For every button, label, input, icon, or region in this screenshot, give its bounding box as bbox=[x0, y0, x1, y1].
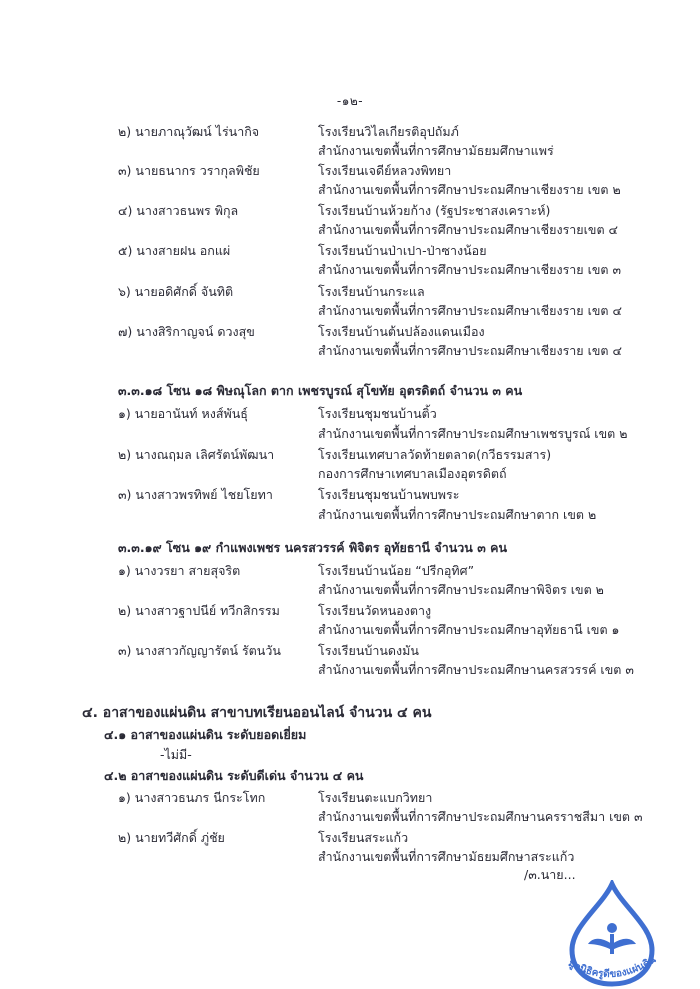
continuation-text: /๓.นาย... bbox=[524, 867, 576, 882]
section-4-1-heading: ๔.๑ อาสาของแผ่นดิน ระดับยอดเยี่ยม bbox=[104, 727, 307, 742]
person-name: ๔) นางสาวธนพร พิกุล bbox=[118, 203, 239, 218]
school-name: โรงเรียนวัดหนองตางู bbox=[318, 603, 432, 618]
school-name: โรงเรียนบ้านห้วยก้าง (รัฐประชาสงเคราะห์) bbox=[318, 203, 551, 218]
page-number: -๑๒- bbox=[336, 94, 364, 108]
school-name: โรงเรียนชุมชนบ้านติ้ว bbox=[318, 406, 437, 421]
school-name: โรงเรียนบ้านน้อย “ปรีกอุทิศ” bbox=[318, 563, 475, 578]
school-name: โรงเรียนบ้านดงมัน bbox=[318, 643, 419, 658]
school-name: โรงเรียนบ้านกระแล bbox=[318, 284, 425, 299]
office-name: สำนักงานเขตพื้นที่การศึกษาประถมศึกษานครราชสีมา เขต ๓ bbox=[318, 809, 643, 824]
zone-19-heading: ๓.๓.๑๙ โซน ๑๙ กำแพงเพชร นครสวรรค์ พิจิตร อุทัยธานี จำนวน ๓ คน bbox=[118, 540, 507, 555]
school-name: โรงเรียนสระแก้ว bbox=[318, 830, 409, 845]
school-name: โรงเรียนตะแบกวิทยา bbox=[318, 790, 433, 805]
person-name: ๑) นางสาวธนภร นีกระโทก bbox=[118, 790, 266, 805]
school-name: โรงเรียนวิไลเกียรติอุปถัมภ์ bbox=[318, 124, 459, 139]
person-name: ๓) นายธนากร วรากุลพิชัย bbox=[118, 163, 260, 178]
office-name: สำนักงานเขตพื้นที่การศึกษามัธยมศึกษาแพร่ bbox=[318, 143, 554, 158]
person-name: ๗) นางสิริกาญจน์ ดวงสุข bbox=[118, 324, 255, 339]
office-name: สำนักงานเขตพื้นที่การศึกษามัธยมศึกษาสระแก้ว bbox=[318, 849, 575, 864]
office-name: กองการศึกษาเทศบาลเมืองอุตรดิตถ์ bbox=[318, 466, 507, 481]
person-name: ๓) นางสาวพรทิพย์ ไชยโยทา bbox=[118, 487, 273, 502]
person-name: ๒) นางณฤมล เลิศรัตน์พัฒนา bbox=[118, 447, 275, 462]
school-name: โรงเรียนบ้านป่าเปา-ป่าซางน้อย bbox=[318, 243, 487, 258]
office-name: สำนักงานเขตพื้นที่การศึกษาประถมศึกษาตาก เขต ๒ bbox=[318, 507, 597, 522]
school-name: โรงเรียนเทศบาลวัดท้ายตลาด(กวีธรรมสาร) bbox=[318, 447, 552, 462]
section-4-2-heading: ๔.๒ อาสาของแผ่นดิน ระดับดีเด่น จำนวน ๔ คน bbox=[104, 768, 364, 783]
logo-text: มูลนิธิครูดีของแผ่นดิน bbox=[566, 954, 659, 981]
office-name: สำนักงานเขตพื้นที่การศึกษาประถมศึกษาเพชรบูรณ์ เขต ๒ bbox=[318, 426, 628, 441]
school-name: โรงเรียนเจดีย์หลวงพิทยา bbox=[318, 163, 452, 178]
office-name: สำนักงานเขตพื้นที่การศึกษาประถมศึกษาเชียงราย เขต ๓ bbox=[318, 262, 622, 277]
svg-text:มูลนิธิครูดีของแผ่นดิน bbox=[566, 954, 658, 981]
person-name: ๕) นางสายฝน อกแผ่ bbox=[118, 243, 231, 258]
office-name: สำนักงานเขตพื้นที่การศึกษาประถมศึกษาอุทัยธานี เขต ๑ bbox=[318, 622, 620, 637]
foundation-logo bbox=[552, 880, 672, 988]
office-name: สำนักงานเขตพื้นที่การศึกษาประถมศึกษาเชียงราย เขต ๔ bbox=[318, 343, 622, 358]
school-name: โรงเรียนบ้านต้นปล้องแดนเมือง bbox=[318, 324, 485, 339]
person-name: ๒) นายทวีศักดิ์ ภู่ชัย bbox=[118, 830, 225, 845]
zone-18-heading: ๓.๓.๑๘ โซน ๑๘ พิษณุโลก ตาก เพชรบูรณ์ สุโขทัย อุตรดิตถ์ จำนวน ๓ คน bbox=[118, 383, 523, 398]
person-name: ๖) นายอดิศักดิ์ จันทิติ bbox=[118, 284, 234, 299]
person-name: ๒) นางสาวฐาปนีย์ ทวีกสิกรรม bbox=[118, 603, 280, 618]
office-name: สำนักงานเขตพื้นที่การศึกษาประถมศึกษาเชียงราย เขต ๔ bbox=[318, 303, 622, 318]
office-name: สำนักงานเขตพื้นที่การศึกษาประถมศึกษานครสวรรค์ เขต ๓ bbox=[318, 662, 634, 677]
office-name: สำนักงานเขตพื้นที่การศึกษาประถมศึกษาพิจิตร เขต ๒ bbox=[318, 582, 604, 597]
person-name: ๑) นายอานันท์ หงส์พันธุ์ bbox=[118, 406, 248, 421]
office-name: สำนักงานเขตพื้นที่การศึกษาประถมศึกษาเชียงรายเขต ๔ bbox=[318, 222, 618, 237]
person-name: ๓) นางสาวกัญญารัตน์ รัตนวัน bbox=[118, 643, 281, 658]
school-name: โรงเรียนชุมชนบ้านพบพระ bbox=[318, 487, 460, 502]
none-text: -ไม่มี- bbox=[160, 747, 192, 762]
section-4-heading: ๔. อาสาของแผ่นดิน สาขาบทเรียนออนไลน์ จำนวน ๔ คน bbox=[82, 705, 432, 721]
office-name: สำนักงานเขตพื้นที่การศึกษาประถมศึกษาเชียงราย เขต ๒ bbox=[318, 182, 621, 197]
person-name: ๒) นายภาณุวัฒน์ ไร่นากิจ bbox=[118, 124, 260, 139]
person-name: ๑) นางวรยา สายสุจริต bbox=[118, 563, 241, 578]
